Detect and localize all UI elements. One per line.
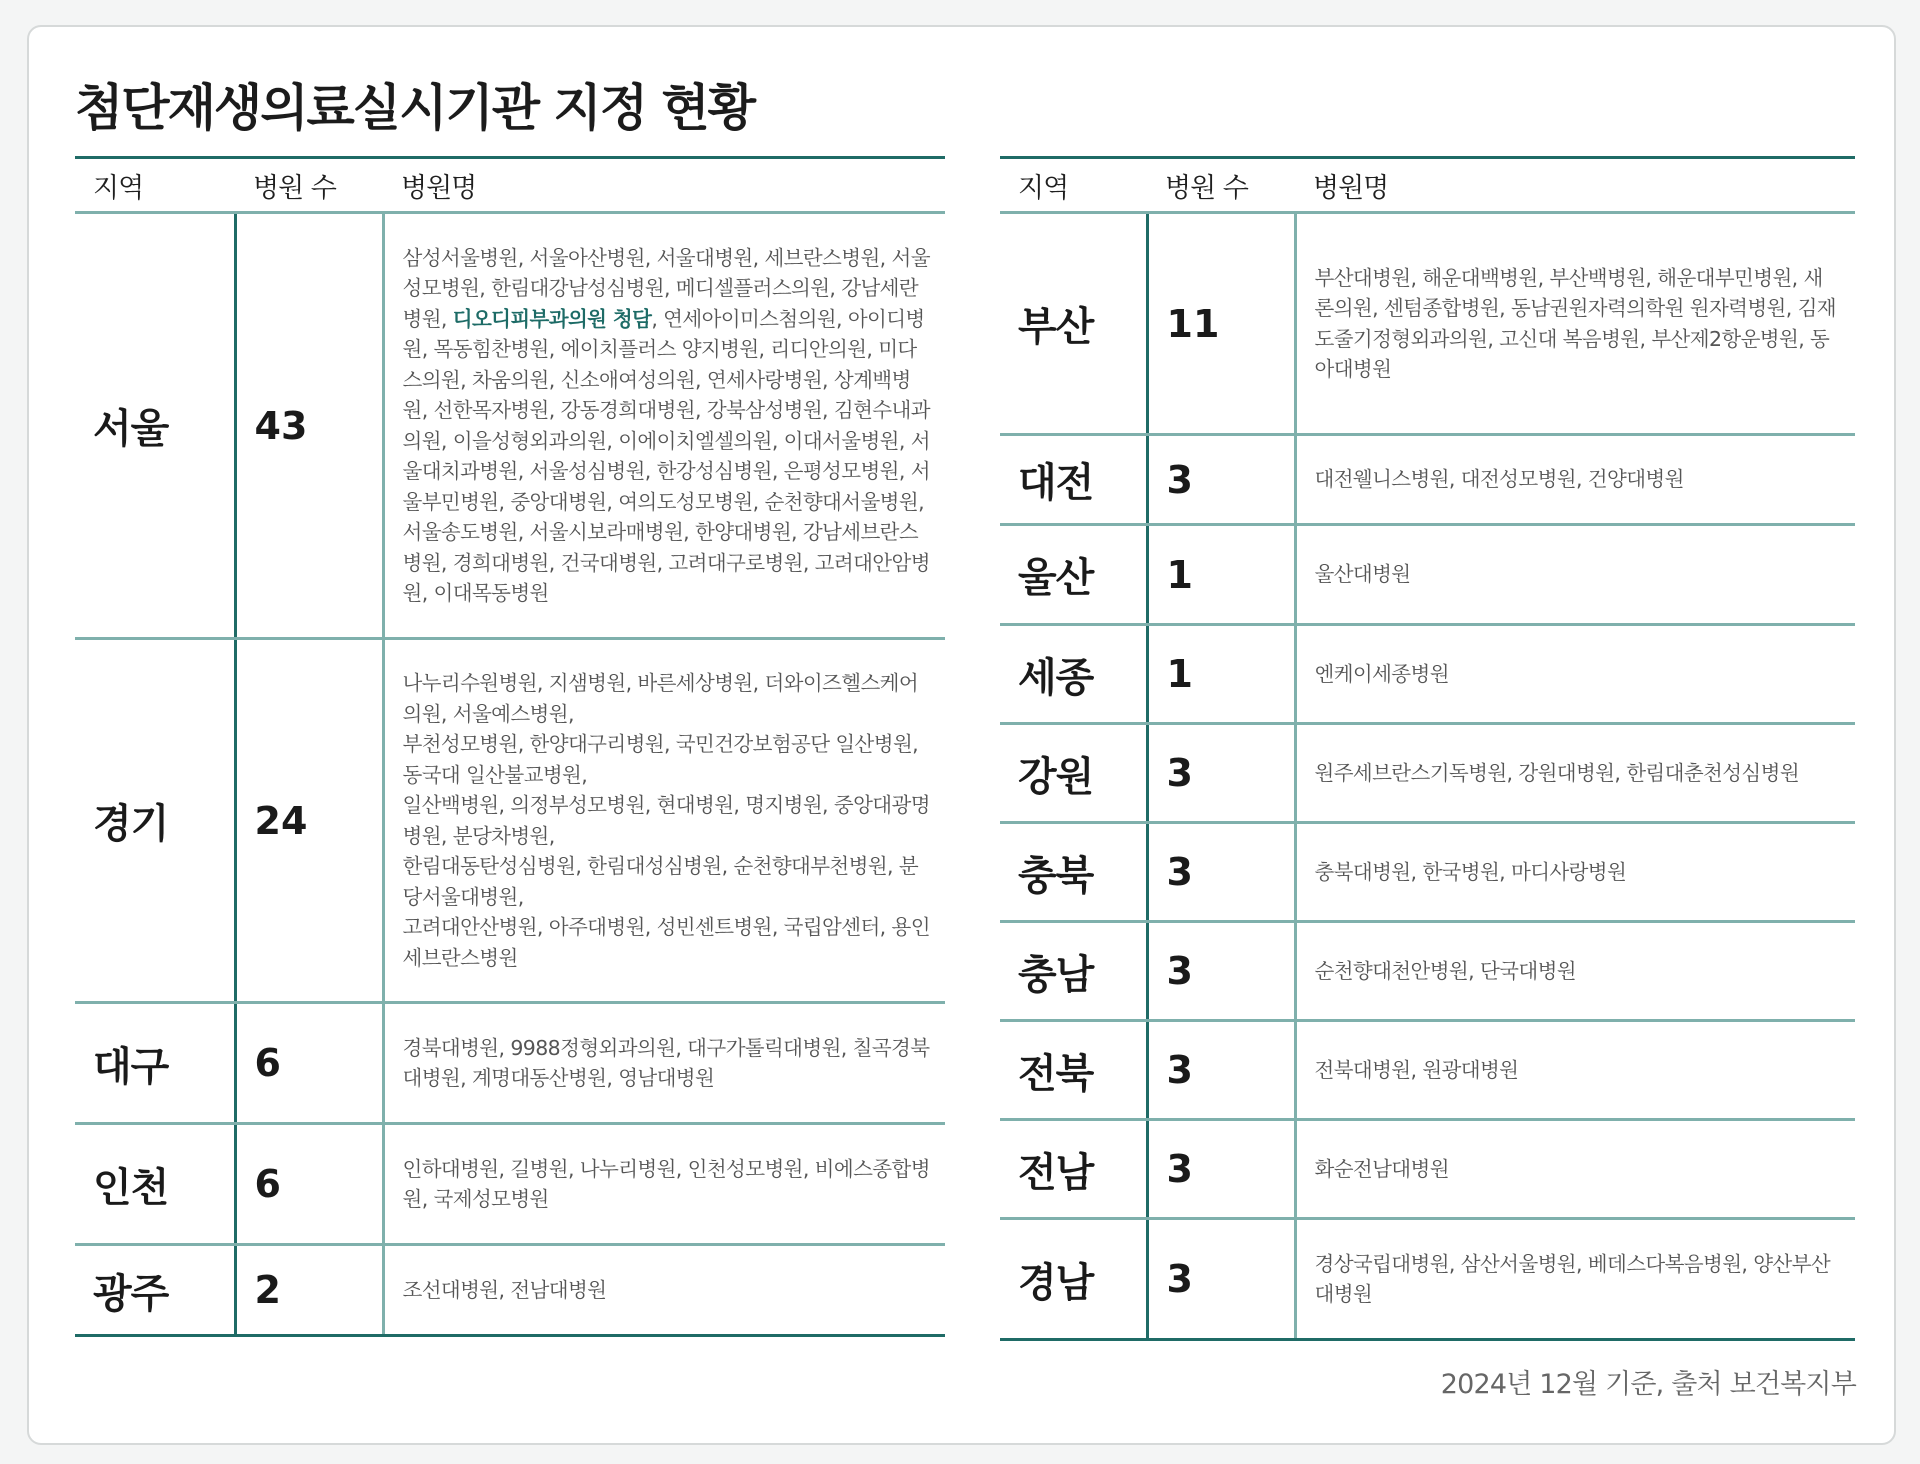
region-cell: 경남 (1000, 1219, 1147, 1340)
hospital-names-cell: 순천향대천안병원, 단국대병원 (1295, 922, 1855, 1021)
region-cell: 전북 (1000, 1021, 1147, 1120)
hospital-names-line: 한림대동탄성심병원, 한림대성심병원, 순천향대부천병원, 분당서울대병원, (402, 854, 919, 909)
hospital-names-cell: 화순전남대병원 (1295, 1120, 1855, 1219)
table-row (1000, 435, 1855, 525)
count-cell: 3 (1147, 922, 1295, 1021)
table-row (1000, 724, 1855, 823)
region-cell: 울산 (1000, 525, 1147, 625)
hospital-names-line: 일산백병원, 의정부성모병원, 현대병원, 명지병원, 중앙대광명병원, 분당차병원, (402, 793, 930, 848)
region-cell: 충남 (1000, 922, 1147, 1021)
hospital-names-cell: 부산대병원, 해운대백병원, 부산백병원, 해운대부민병원, 새론의원, 센텀종합병원, 동남권원자력의학원 원자력병원, 김재도줄기정형외과의원, 고신대 복음병원, 부산제2항운병원, 동아대병원 (1295, 213, 1855, 435)
table-row (75, 1124, 945, 1245)
count-cell: 6 (235, 1124, 383, 1245)
hospital-names-cell: 엔케이세종병원 (1295, 625, 1855, 724)
hospital-names-cell (383, 213, 945, 639)
count-cell: 11 (1147, 213, 1295, 435)
count-cell: 24 (235, 639, 383, 1003)
hospital-names-text: , 연세아이미스첨의원, 아이디병원, 목동힘찬병원, 에이치플러스 양지병원, 리디안의원, 미다스의원, 차움의원, 신소애여성의원, 연세사랑병원, 상계백병원, 선한목자병원, 강동경희대병원, 강북삼성병원, 김현수내과의원, 이을성형외과의원, 이에이치엘셀의원, 이대서울병원, 서울대치과병원, 서울성심병원, 한강성심병원, 은평성모병원, 서울부민병원, 중앙대병원, 여의도성모병원, 순천향대서울병원, 서울송도병원, 서울시보라매병원, 한양대병원, 강남세브란스병원, 경희대병원, 건국대병원, 고려대구로병원, 고려대안암병원, 이대목동병원 (402, 306, 930, 605)
table-header-row (75, 158, 945, 213)
region-cell: 인천 (75, 1124, 235, 1245)
region-cell: 대구 (75, 1003, 235, 1124)
region-cell: 세종 (1000, 625, 1147, 724)
table-row (1000, 1120, 1855, 1219)
count-cell: 6 (235, 1003, 383, 1124)
hospital-names-cell: 울산대병원 (1295, 525, 1855, 625)
region-cell: 충북 (1000, 823, 1147, 922)
hospital-names-line: 나누리수원병원, 지샘병원, 바른세상병원, 더와이즈헬스케어의원, 서울예스병원, (402, 671, 919, 726)
table-row (1000, 1219, 1855, 1340)
count-cell: 3 (1147, 1120, 1295, 1219)
table-row (75, 1245, 945, 1336)
header-count: 병원 수 (235, 158, 383, 213)
header-count: 병원 수 (1147, 158, 1295, 213)
hospital-names-cell: 충북대병원, 한국병원, 마디사랑병원 (1295, 823, 1855, 922)
table-row (75, 213, 945, 639)
hospital-names-cell: 원주세브란스기독병원, 강원대병원, 한림대춘천성심병원 (1295, 724, 1855, 823)
hospital-names-cell: 전북대병원, 원광대병원 (1295, 1021, 1855, 1120)
hospital-names-cell: 경북대병원, 9988정형외과의원, 대구가톨릭대병원, 칠곡경북대병원, 계명대동산병원, 영남대병원 (383, 1003, 945, 1124)
count-cell: 1 (1147, 625, 1295, 724)
count-cell: 3 (1147, 724, 1295, 823)
table-row (1000, 823, 1855, 922)
region-cell: 광주 (75, 1245, 235, 1336)
header-region: 지역 (75, 158, 235, 213)
source-note: 2024년 12월 기준, 출처 보건복지부 (1440, 1369, 1856, 1400)
hospital-names-line: 고려대안산병원, 아주대병원, 성빈센트병원, 국립암센터, 용인세브란스병원 (402, 915, 930, 970)
table-row (1000, 1021, 1855, 1120)
table-row (1000, 625, 1855, 724)
count-cell: 3 (1147, 435, 1295, 525)
header-names: 병원명 (1295, 158, 1855, 213)
region-cell: 부산 (1000, 213, 1147, 435)
region-cell: 전남 (1000, 1120, 1147, 1219)
hospital-names-text: 삼성서울병원, 서울아산병원, 서울대병원, 세브란스병원, 서울성모병원, 한림대강남성심병원, 메디셀플러스의원, 강남세란병원, (402, 245, 930, 331)
table-row (1000, 922, 1855, 1021)
highlighted-hospital: 디오디피부과의원 청담 (452, 306, 652, 331)
region-cell: 대전 (1000, 435, 1147, 525)
hospital-names-line: 부천성모병원, 한양대구리병원, 국민건강보험공단 일산병원, 동국대 일산불교병원, (402, 732, 919, 787)
right-table (1000, 156, 1855, 1341)
count-cell: 3 (1147, 823, 1295, 922)
table-row (1000, 525, 1855, 625)
hospital-names-cell: 대전웰니스병원, 대전성모병원, 건양대병원 (1295, 435, 1855, 525)
header-names: 병원명 (383, 158, 945, 213)
count-cell: 3 (1147, 1219, 1295, 1340)
header-region: 지역 (1000, 158, 1147, 213)
region-cell: 서울 (75, 213, 235, 639)
table-header-row (1000, 158, 1855, 213)
count-cell: 1 (1147, 525, 1295, 625)
count-cell: 43 (235, 213, 383, 639)
page-title: 첨단재생의료실시기관 지정 현황 (75, 79, 755, 137)
table-row (75, 639, 945, 1003)
table-row (1000, 213, 1855, 435)
region-cell: 경기 (75, 639, 235, 1003)
count-cell: 3 (1147, 1021, 1295, 1120)
hospital-names-cell: 경상국립대병원, 삼산서울병원, 베데스다복음병원, 양산부산대병원 (1295, 1219, 1855, 1340)
count-cell: 2 (235, 1245, 383, 1336)
hospital-names-cell (383, 639, 945, 1003)
region-cell: 강원 (1000, 724, 1147, 823)
table-row (75, 1003, 945, 1124)
left-table (75, 156, 945, 1337)
hospital-names-cell: 조선대병원, 전남대병원 (383, 1245, 945, 1336)
hospital-names-cell: 인하대병원, 길병원, 나누리병원, 인천성모병원, 비에스종합병원, 국제성모병원 (383, 1124, 945, 1245)
